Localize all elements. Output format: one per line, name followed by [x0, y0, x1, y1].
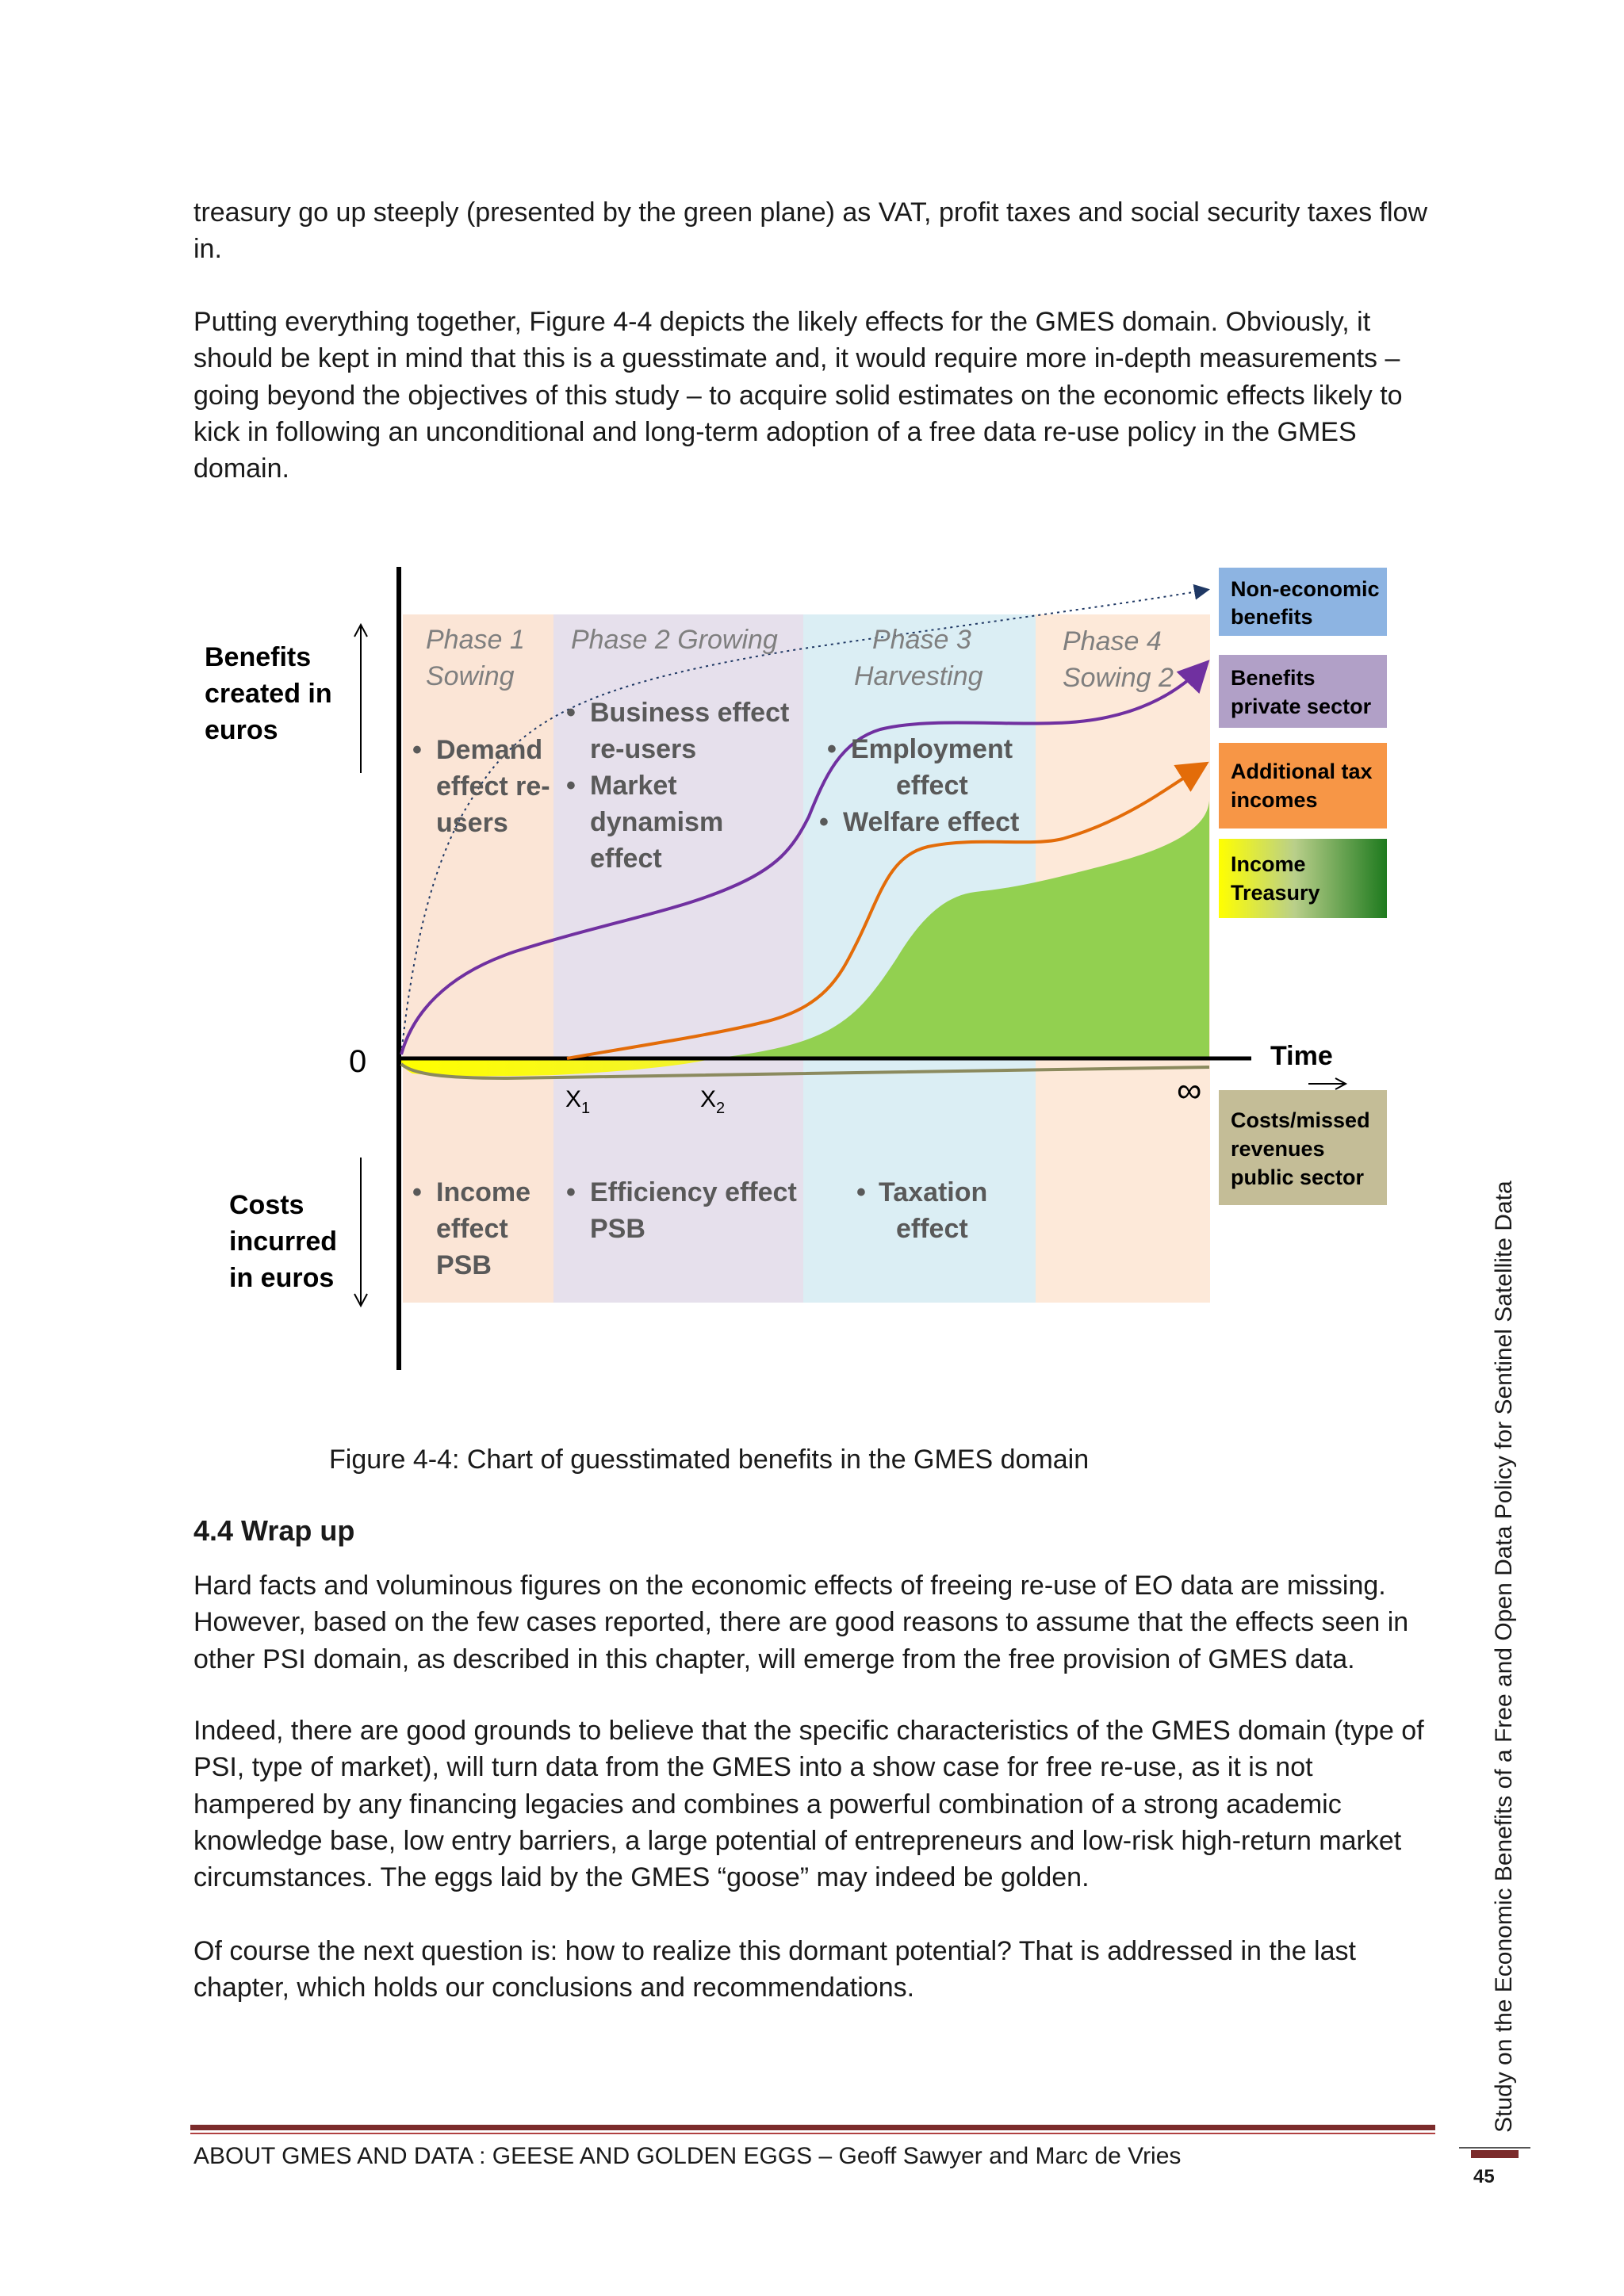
effect-employment-1: Employment: [851, 734, 1013, 764]
effect-efficiency-2: PSB: [590, 1214, 645, 1244]
bullet-p2a: •: [566, 698, 576, 728]
phase-1-title-2: Sowing: [426, 661, 515, 691]
bullet-p1: •: [412, 735, 422, 765]
legend-income-2: Treasury: [1231, 881, 1320, 905]
page-number-line: [1459, 2147, 1530, 2149]
legend-tax-2: incomes: [1231, 788, 1318, 812]
legend-non-economic-2: benefits: [1231, 605, 1313, 629]
effect-market-1: Market: [590, 771, 677, 801]
legend-non-economic-1: Non-economic: [1231, 577, 1380, 601]
phase-2-title: Phase 2 Growing: [571, 625, 778, 655]
paragraph-intro: treasury go up steeply (presented by the green plane) as VAT, profit taxes and social security taxes flow in.: [193, 197, 1427, 265]
legend-private-2: private sector: [1231, 695, 1372, 718]
costs-label-2: incurred: [229, 1226, 338, 1257]
bullet-p3a: •: [827, 734, 837, 764]
effect-taxation-2: effect: [896, 1214, 968, 1244]
legend-tax: [1219, 743, 1387, 828]
bullet-b1: •: [412, 1177, 422, 1207]
effect-employment-2: effect: [896, 771, 968, 801]
effect-demand-1: Demand: [436, 735, 543, 765]
legend-income: [1219, 839, 1387, 918]
paragraph-wrapup-1: Hard facts and voluminous figures on the economic effects of freeing re-use of EO data are missing. However, based on the few cases reported, there are good reasons to assume that the effects seen in other PSI domain, as described in this chapter, will emerge from the free provision of GMES data.: [193, 1571, 1409, 1674]
paragraph-wrapup-2: Indeed, there are good grounds to believe that the specific characteristics of the GMES domain (type of PSI, type of market), will turn data from the GMES into a show case for free re-use, as it is not hampered by any financing legacies and combines a powerful combination of a strong academic knowledge base, low entry barriers, a large potential of entrepreneurs and low-risk high-return market circumstances. The eggs laid by the GMES “goose” may indeed be golden.: [193, 1716, 1424, 1893]
phase-4-title-2: Sowing 2: [1063, 663, 1174, 693]
footer-rule-thin: [190, 2133, 1435, 2134]
effect-market-2: dynamism: [590, 807, 724, 837]
side-running-title: Study on the Economic Benefits of a Free and Open Data Policy for Sentinel Satellite Data: [1491, 1181, 1517, 2133]
phase-3-title-2: Harvesting: [854, 661, 983, 691]
bullet-b3: •: [856, 1177, 866, 1207]
effect-business-1: Business effect: [590, 698, 790, 728]
effect-income-2: effect: [436, 1214, 508, 1244]
costs-label-1: Costs: [229, 1190, 304, 1220]
zero-label: 0: [349, 1044, 367, 1079]
legend-costs-3: public sector: [1231, 1165, 1365, 1189]
time-label: Time: [1270, 1041, 1333, 1071]
legend-income-1: Income: [1231, 852, 1306, 876]
bullet-p2b: •: [566, 771, 576, 801]
costs-label-3: in euros: [229, 1263, 335, 1293]
legend-costs-1: Costs/missed: [1231, 1108, 1370, 1132]
effect-business-2: re-users: [590, 734, 697, 764]
paragraph-wrapup-3: Of course the next question is: how to realize this dormant potential? That is addressed in the last chapter, which holds our conclusions and recommendations.: [193, 1936, 1356, 2003]
x2-label: $X_2$: [700, 1086, 726, 1117]
bullet-b2: •: [566, 1177, 576, 1207]
bullet-p3b: •: [819, 807, 829, 837]
phase-3-title-1: Phase 3: [872, 625, 971, 655]
x1-label: $X_1$: [565, 1086, 591, 1117]
section-heading: 4.4 Wrap up: [193, 1514, 355, 1547]
footer-text: ABOUT GMES AND DATA : GEESE AND GOLDEN EGGS – Geoff Sawyer and Marc de Vries: [193, 2143, 1182, 2169]
footer-rule: [190, 2125, 1435, 2130]
benefits-label-2: created in: [205, 679, 332, 709]
effect-welfare: Welfare effect: [843, 807, 1020, 837]
benefits-label-3: euros: [205, 715, 278, 745]
phase-4-title-1: Phase 4: [1063, 626, 1162, 656]
effect-income-1: Income: [436, 1177, 531, 1207]
legend-private-1: Benefits: [1231, 666, 1316, 690]
page-number: 45: [1473, 2166, 1495, 2187]
phase-1-title-1: Phase 1: [426, 625, 525, 655]
legend-costs-2: revenues: [1231, 1137, 1325, 1161]
effect-market-3: effect: [590, 844, 662, 874]
effect-demand-2: effect re-: [436, 771, 550, 802]
effect-demand-3: users: [436, 808, 508, 838]
page-number-bar: [1471, 2150, 1519, 2158]
benefits-label-1: Benefits: [205, 642, 312, 672]
paragraph-figure-intro: Putting everything together, Figure 4-4 depicts the likely effects for the GMES domain. Obviously, it should be kept in mind that this is a guesstimate and, it would require more in-depth measurements – going beyond the objectives of this study – to acquire solid estimates on the economic effects likely to kick in following an unconditional and long-term adoption of a free data re-use policy in the GMES domain.: [193, 307, 1403, 484]
effect-income-3: PSB: [436, 1250, 492, 1280]
effect-efficiency-1: Efficiency effect: [590, 1177, 797, 1207]
infinity-label: ∞: [1177, 1071, 1202, 1110]
figure-caption: Figure 4-4: Chart of guesstimated benefits in the GMES domain: [329, 1445, 1090, 1475]
effect-taxation-1: Taxation: [879, 1177, 988, 1207]
legend-tax-1: Additional tax: [1231, 760, 1373, 783]
